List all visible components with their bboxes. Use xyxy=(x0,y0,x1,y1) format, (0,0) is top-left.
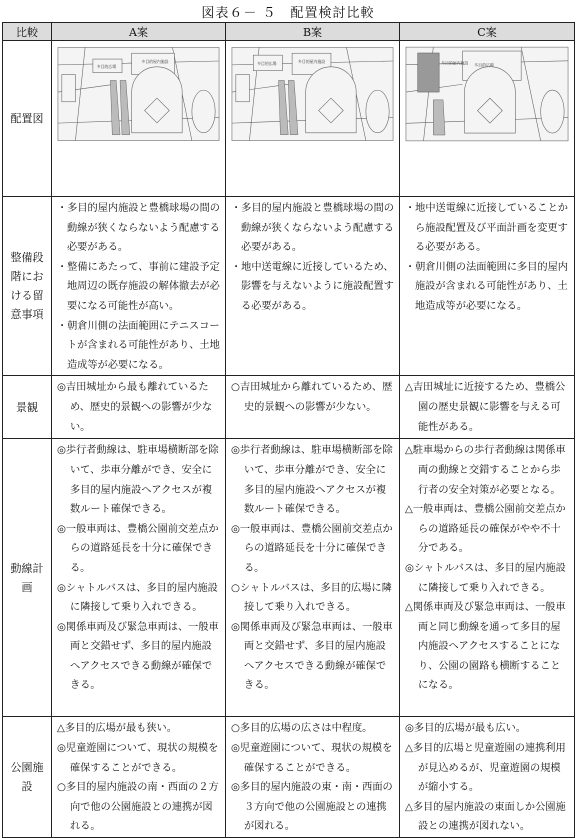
text-block: ◎歩行者動線は、駐車場横断部を除いて、歩車分離ができ、安全に多目的屋内施設へアクセスが複数ルート確保できる。 xyxy=(231,445,393,516)
site-plan-c-image xyxy=(404,44,570,144)
text-block: ◎関係車両及び緊急車両は、一般車両と交錯せず、多目的屋内施設へアクセスできる動線が確保できる。 xyxy=(57,621,219,692)
text-block: ・整備にあたって、事前に建設予定地周辺の既存施設の解体撤去が必要になる可能性が高い。 xyxy=(57,261,220,312)
text-block: ○多目的屋内施設の南・西面の２方向で他の公園施設との連携が図れる。 xyxy=(57,782,219,833)
row-circulation xyxy=(3,439,575,717)
text-block: △多目的広場と児童遊園の連携利用が見込めるが、児童遊園の規模が縮小する。 xyxy=(405,742,566,794)
park-a xyxy=(52,717,226,838)
site-plan-b-image xyxy=(230,44,395,144)
row-landscape xyxy=(3,376,575,439)
text-block: ◎シャトルバスは、多目的屋内施設に隣接して乗り入れできる。 xyxy=(57,582,218,614)
comparison-table xyxy=(2,22,575,838)
text-block: ◎吉田城址から最も離れているため、歴史的景観への影響が少ない。 xyxy=(57,382,213,433)
landscape-a xyxy=(52,376,226,439)
header-plan-b: B案 xyxy=(226,23,400,41)
text-block: ○吉田城址から離れているため、歴史的景観への影響が少ない。 xyxy=(231,382,393,413)
landscape-c xyxy=(400,376,575,439)
layout-map-a xyxy=(52,41,226,197)
text-block: ・多目的屋内施設と豊橋球場の間の動線が狭くならないよう配慮する必要がある。 xyxy=(231,203,394,254)
layout-map-c xyxy=(400,41,575,197)
text-block: △関係車両及び緊急車両は、一般車両と同じ動線を通って多目的屋内施設へアクセスすることになり、公園の園路も横断することになる。 xyxy=(405,602,566,692)
landscape-b xyxy=(226,376,400,439)
text-block: △一般車両は、豊橋公園前交差点からの道路延長の確保がやや不十分である。 xyxy=(405,504,566,555)
text-block: ◎一般車両は、豊橋公園前交差点からの道路延長を十分に確保できる。 xyxy=(57,523,219,574)
text-block: ・多目的屋内施設と豊橋球場の間の動線が狭くならないよう配慮する必要がある。 xyxy=(57,203,220,254)
row-notes xyxy=(3,197,575,376)
svg-text:多目的広場: 多目的広場 xyxy=(474,62,494,68)
figure-caption: 図表６－ ５ 配置検討比較 xyxy=(201,6,375,21)
row-label-notes: 整備段階における留意事項 xyxy=(3,197,52,376)
circulation-b xyxy=(226,439,400,717)
text-block: ・朝倉川側の法面範囲にテニスコートが含まれる可能性があり、土地造成等が必要になる。 xyxy=(57,320,220,371)
circulation-a xyxy=(52,439,226,717)
site-plan-a-image xyxy=(56,44,221,144)
row-label-layout: 配置図 xyxy=(3,41,52,197)
notes-a xyxy=(52,197,226,376)
row-label-landscape: 景観 xyxy=(3,376,52,439)
text-block: ◎シャトルバスは、多目的屋内施設に隣接して乗り入れできる。 xyxy=(405,562,566,594)
text-block: ◎児童遊園について、現状の規模を確保することができる。 xyxy=(57,742,219,774)
layout-map-b xyxy=(226,41,400,197)
row-park xyxy=(3,717,575,838)
text-block: ◎一般車両は、豊橋公園前交差点からの道路延長を十分に確保できる。 xyxy=(231,523,393,574)
header-compare: 比較 xyxy=(3,23,52,41)
text-block: ・地中送電線に近接しているため、影響を与えないように施設配置する必要がある。 xyxy=(231,261,394,312)
notes-c xyxy=(400,197,575,376)
row-layout xyxy=(3,41,575,197)
text-block: ○シャトルバスは、多目的広場に隣接して乗り入れできる。 xyxy=(231,582,392,614)
text-block: ・地中送電線に近接していることから施設配置及び平面計画を変更する必要がある。 xyxy=(405,203,568,254)
svg-text:多目的屋内施設: 多目的屋内施設 xyxy=(441,60,469,66)
text-block: ◎多目的広場が最も広い。 xyxy=(405,723,526,735)
row-label-circulation: 動線計画 xyxy=(3,439,52,717)
header-row xyxy=(3,23,575,41)
header-plan-c: C案 xyxy=(400,23,575,41)
text-block: ◎関係車両及び緊急車両は、一般車両と交錯せず、多目的屋内施設へアクセスできる動線が確保できる。 xyxy=(231,621,393,692)
svg-text:多目的広場: 多目的広場 xyxy=(96,63,117,69)
text-block: △吉田城址に近接するため、豊橋公園の歴史景観に影響を与える可能性がある。 xyxy=(405,382,566,433)
text-block: △多目的広場が最も狭い。 xyxy=(57,723,177,735)
circulation-c xyxy=(400,439,575,717)
text-block: ◎歩行者動線は、駐車場横断部を除いて、歩車分離ができ、安全に多目的屋内施設へアクセスが複数ルート確保できる。 xyxy=(57,445,219,516)
notes-b xyxy=(226,197,400,376)
text-block: ・朝倉川側の法面範囲に多目的屋内施設が含まれる可能性があり、土地造成等が必要になる。 xyxy=(405,261,568,312)
park-c xyxy=(400,717,575,838)
header-plan-a: A案 xyxy=(52,23,226,41)
text-block: △多目的屋内施設の東面しか公園施設との連携が図れない。 xyxy=(405,801,566,833)
text-block: ◎児童遊園について、現状の規模を確保することができる。 xyxy=(231,742,393,774)
svg-text:多目的屋内施設: 多目的屋内施設 xyxy=(141,58,169,64)
text-block: △駐車場からの歩行者動線は関係車両の動線と交錯することから歩行者の安全対策が必要となる。 xyxy=(405,445,566,496)
svg-text:多目的屋内施設: 多目的屋内施設 xyxy=(297,58,326,64)
text-block: ○多目的広場の広さは中程度。 xyxy=(231,723,373,735)
row-label-park: 公園施設 xyxy=(3,717,52,838)
svg-text:多目的広場: 多目的広場 xyxy=(257,60,277,66)
park-b xyxy=(226,717,400,838)
text-block: ◎多目的屋内施設の東・南・西面の３方向で他の公園施設との連携が図れる。 xyxy=(231,782,393,833)
